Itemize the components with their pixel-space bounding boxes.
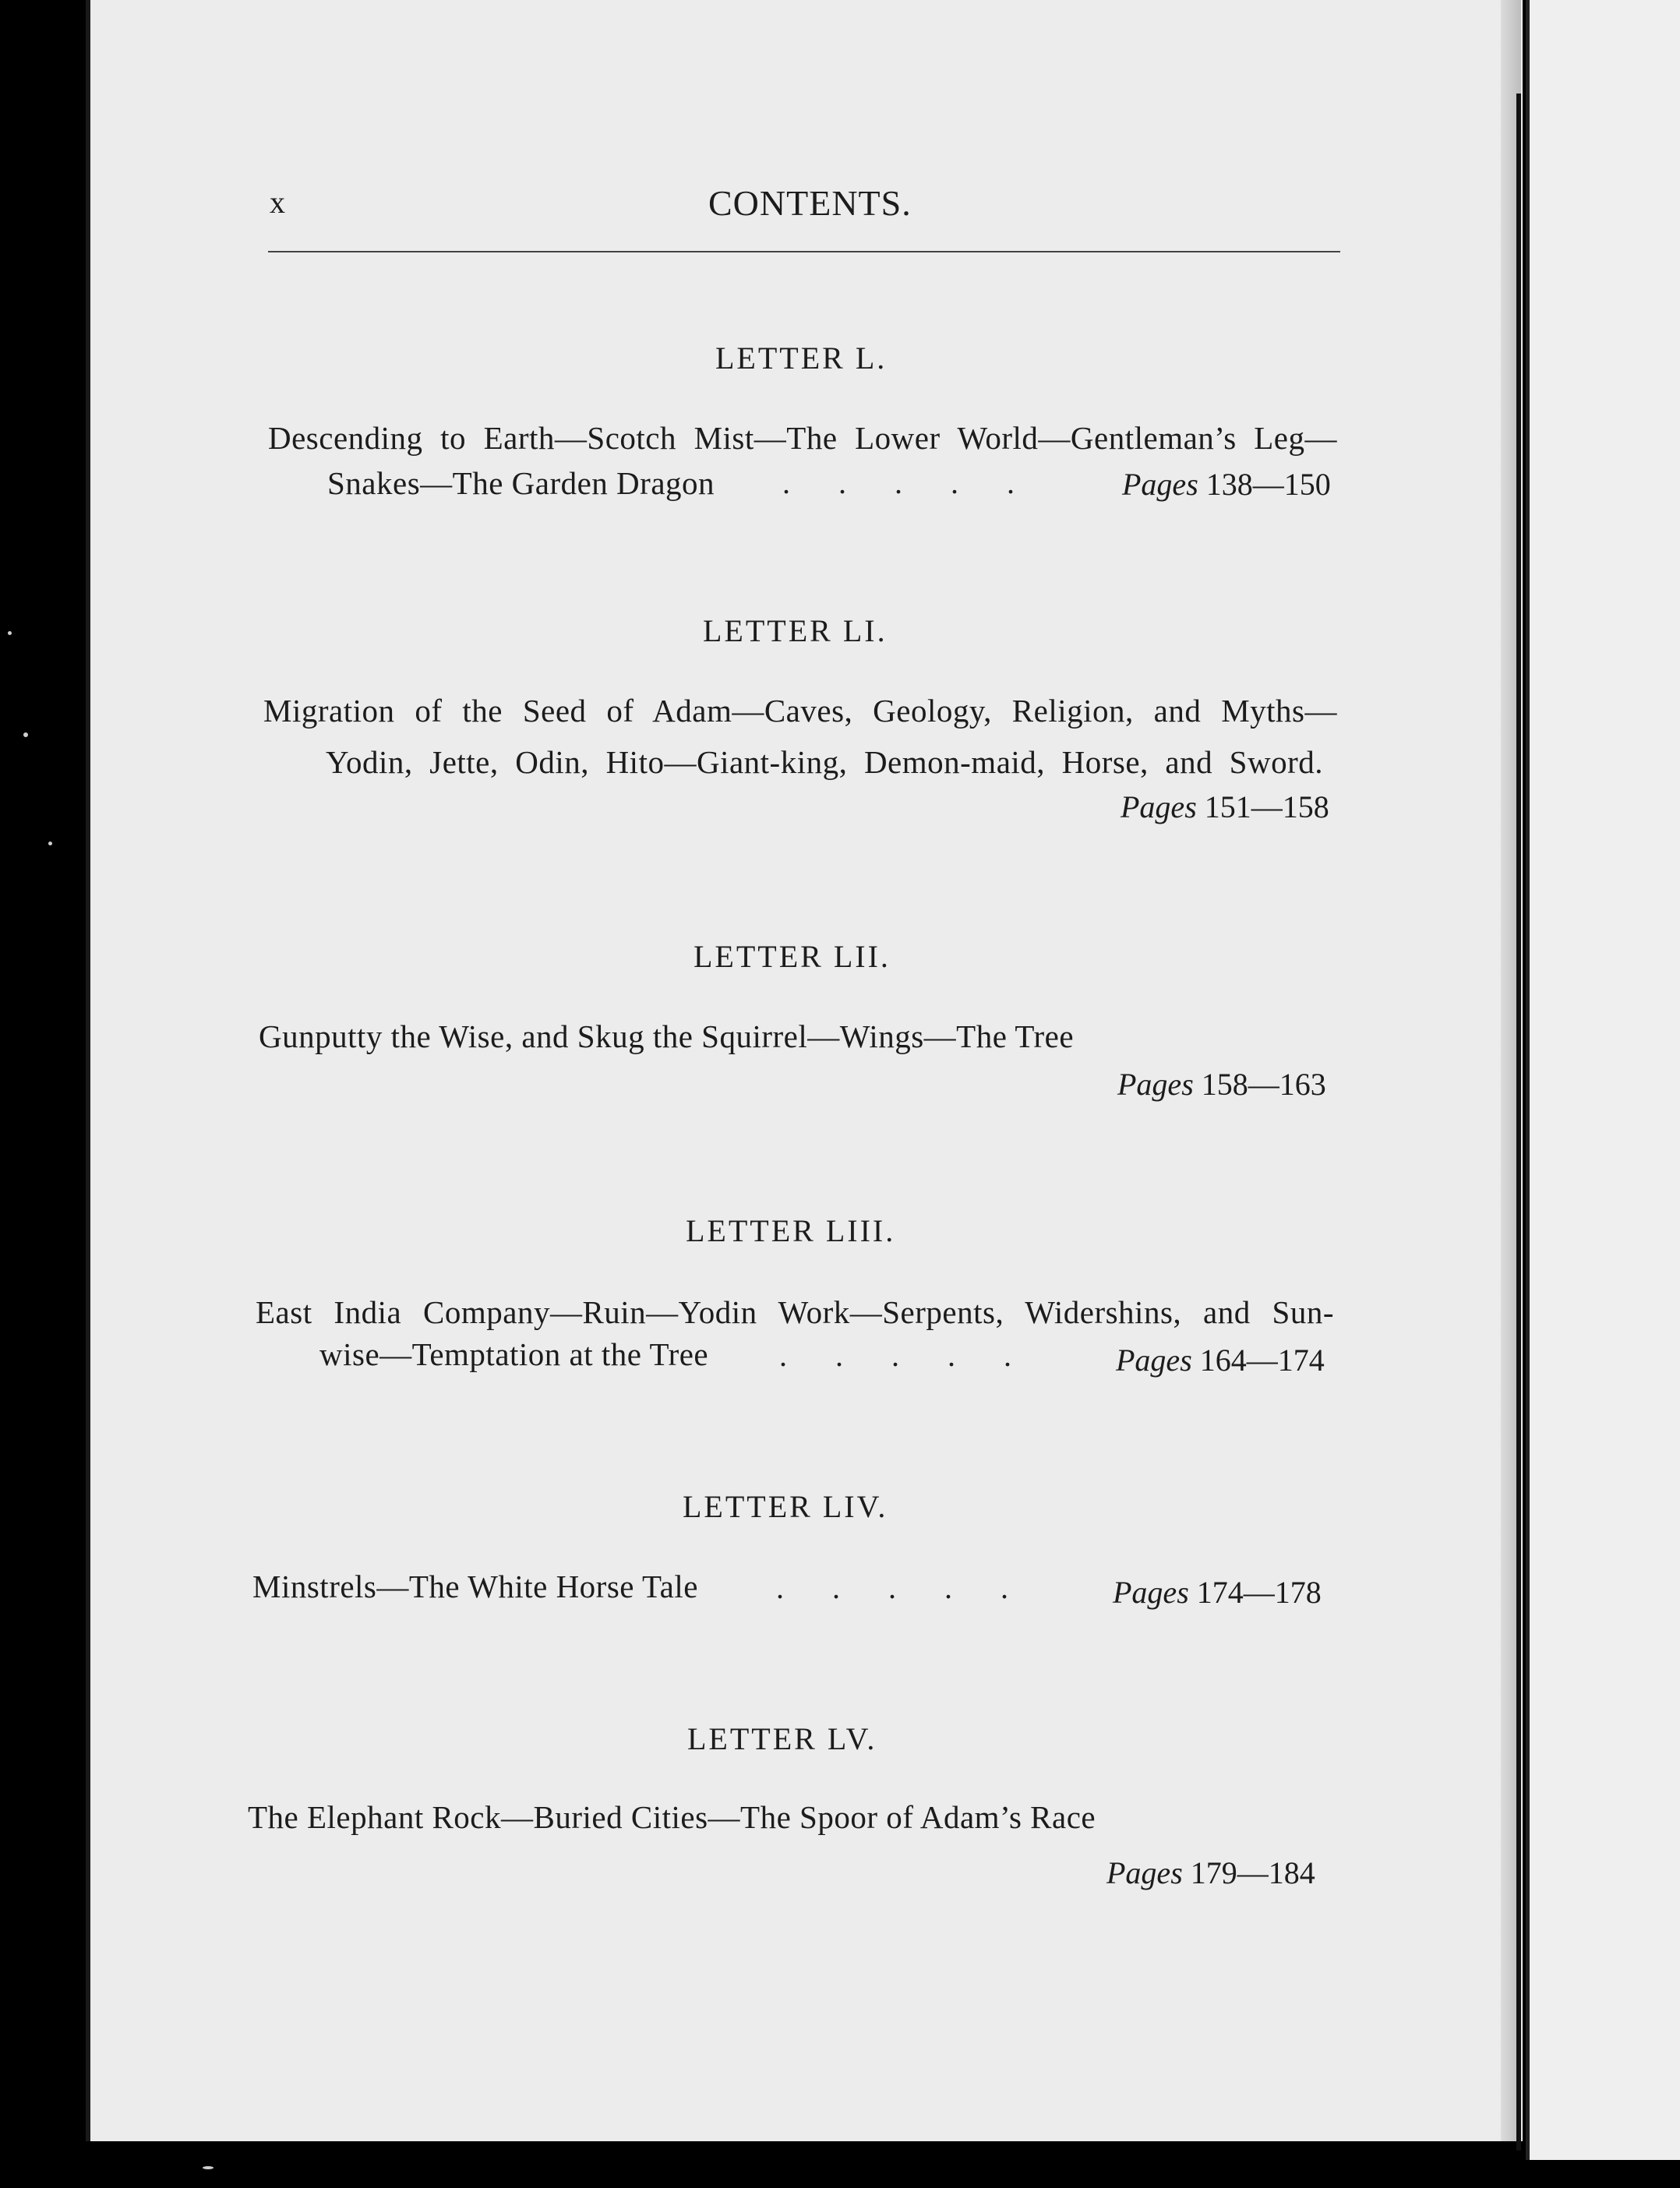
entry-line: Descending to Earth—Scotch Mist—The Lower World—Gentleman’s Leg— xyxy=(268,420,1337,456)
pages-value: 179—184 xyxy=(1190,1855,1315,1890)
pages-value: 164—174 xyxy=(1199,1343,1325,1378)
entry-line: The Elephant Rock—Buried Cities—The Spoor of Adam’s Race xyxy=(248,1799,1096,1835)
page-range xyxy=(1113,1574,1322,1611)
entry-line: Yodin, Jette, Odin, Hito—Giant-king, Demon-maid, Horse, and Sword. xyxy=(326,744,1323,780)
letter-heading: LETTER LII. xyxy=(694,939,891,974)
running-head: CONTENTS. xyxy=(708,183,912,223)
page-range xyxy=(1122,466,1331,503)
scan-speck xyxy=(23,732,28,737)
leader-dots: . . . . . xyxy=(782,465,1015,500)
page-number: x xyxy=(270,185,285,220)
pages-label: Pages xyxy=(1117,1067,1194,1102)
page-edge xyxy=(1516,94,1521,2151)
scan-speck xyxy=(8,631,12,635)
letter-heading: LETTER LI. xyxy=(703,613,888,648)
pages-label: Pages xyxy=(1121,789,1197,824)
scan-speck xyxy=(203,2166,214,2169)
letter-heading: LETTER LIII. xyxy=(686,1213,896,1248)
page-range xyxy=(1116,1342,1325,1378)
pages-label: Pages xyxy=(1106,1855,1183,1890)
leader-dots: . . . . . xyxy=(776,1570,1008,1605)
entry-line: wise—Temptation at the Tree xyxy=(319,1336,709,1372)
pages-label: Pages xyxy=(1122,467,1198,502)
entry-line: East India Company—Ruin—Yodin Work—Serpents, Widershins, and Sun- xyxy=(256,1294,1334,1330)
pages-value: 138—150 xyxy=(1205,467,1331,502)
pages-label: Pages xyxy=(1116,1343,1192,1378)
leader-dots: . . . . . xyxy=(779,1338,1011,1373)
pages-value: 174—178 xyxy=(1196,1575,1322,1610)
entry-line: Migration of the Seed of Adam—Caves, Geology, Religion, and Myths— xyxy=(263,693,1337,729)
pages-value: 158—163 xyxy=(1201,1067,1326,1102)
page-range xyxy=(1106,1855,1315,1891)
adjacent-page-edge xyxy=(1526,0,1680,2160)
page-range xyxy=(1121,789,1329,825)
pages-label: Pages xyxy=(1113,1575,1189,1610)
letter-heading: LETTER LV. xyxy=(687,1721,877,1756)
pages-value: 151—158 xyxy=(1204,789,1329,824)
scan-speck xyxy=(48,842,52,845)
entry-line: Snakes—The Garden Dragon xyxy=(327,465,715,501)
page-range xyxy=(1117,1066,1326,1103)
entry-line: Minstrels—The White Horse Tale xyxy=(252,1569,698,1604)
letter-heading: LETTER L. xyxy=(715,341,888,376)
entry-line: Gunputty the Wise, and Skug the Squirrel—Wings—The Tree xyxy=(259,1018,1075,1054)
header-rule xyxy=(268,251,1340,252)
letter-heading: LETTER LIV. xyxy=(683,1489,888,1524)
